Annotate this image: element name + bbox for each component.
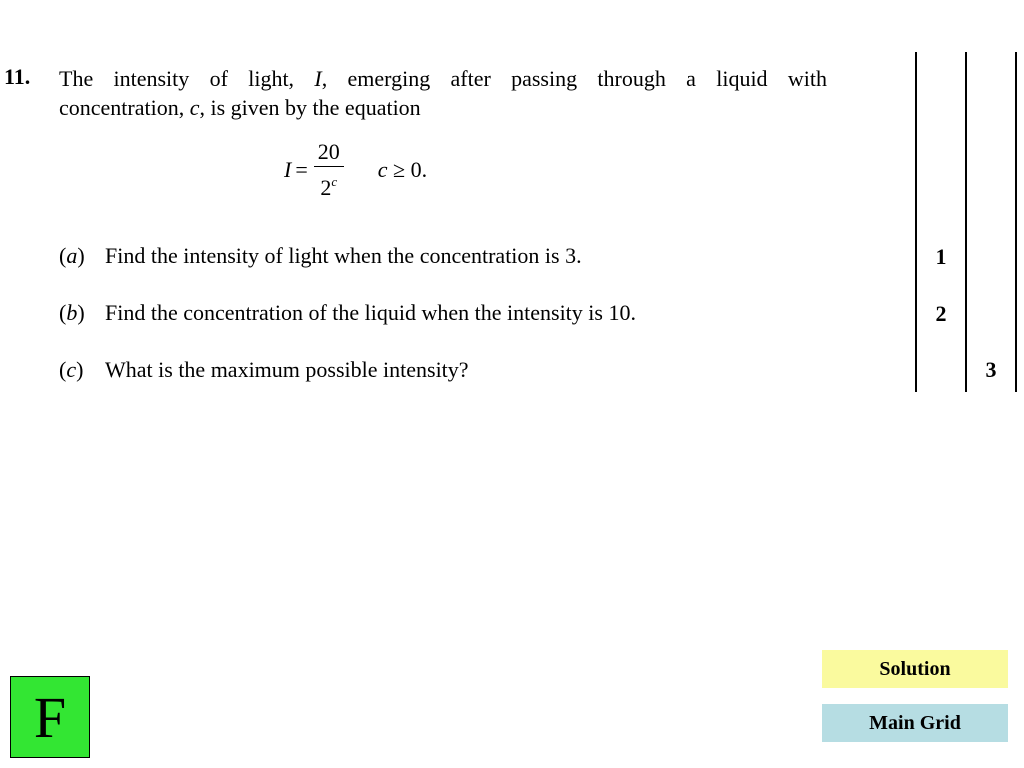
question-number: 11. bbox=[4, 64, 31, 89]
part-c-letter: c bbox=[66, 357, 77, 382]
part-c-open: ( bbox=[59, 357, 67, 382]
part-c-text: What is the maximum possible intensity? bbox=[105, 357, 469, 382]
solution-button[interactable]: Solution bbox=[822, 650, 1008, 688]
part-a bbox=[59, 243, 582, 269]
marks-column-line-2 bbox=[965, 52, 967, 392]
intro-var-c: c bbox=[189, 95, 200, 120]
part-c bbox=[59, 357, 469, 383]
equation-condition bbox=[378, 157, 427, 183]
f-button[interactable]: F bbox=[10, 676, 90, 758]
main-grid-button[interactable]: Main Grid bbox=[822, 704, 1008, 742]
part-c-label bbox=[59, 357, 105, 383]
part-a-close: ) bbox=[77, 243, 85, 268]
intro-line-1 bbox=[59, 64, 827, 93]
fraction-denominator bbox=[320, 167, 337, 201]
fraction-numerator: 20 bbox=[314, 140, 344, 167]
denominator-base: 2 bbox=[320, 174, 332, 200]
intensity-equation bbox=[284, 138, 427, 202]
part-a-label bbox=[59, 243, 105, 269]
intro-line-2 bbox=[59, 93, 827, 122]
question-intro bbox=[59, 64, 827, 122]
part-a-marks: 1 bbox=[935, 244, 947, 269]
condition-rest: ≥ 0. bbox=[387, 157, 428, 182]
intro-text-3: concentration, bbox=[59, 95, 190, 120]
part-b-label bbox=[59, 300, 105, 326]
intro-text-1: The intensity of light, bbox=[59, 66, 315, 91]
part-a-letter: a bbox=[66, 243, 78, 268]
equation-lhs: I bbox=[284, 157, 292, 182]
part-a-open: ( bbox=[59, 243, 67, 268]
equation-fraction bbox=[314, 140, 344, 201]
part-b-text: Find the concentration of the liquid when the intensity is 10. bbox=[105, 300, 636, 325]
intro-text-4: , is given by the equation bbox=[199, 95, 421, 120]
part-c-close: ) bbox=[76, 357, 84, 382]
condition-var: c bbox=[377, 157, 388, 182]
part-b-marks: 2 bbox=[935, 301, 947, 326]
marks-column-line-3 bbox=[1015, 52, 1017, 392]
marks-column-line-1 bbox=[915, 52, 917, 392]
denominator-exponent: c bbox=[331, 173, 338, 189]
part-a-text: Find the intensity of light when the concentration is 3. bbox=[105, 243, 582, 268]
part-b bbox=[59, 300, 636, 326]
part-c-marks: 3 bbox=[985, 357, 997, 382]
intro-text-2: , emerging after passing through a liquid with bbox=[321, 66, 827, 91]
intro-var-i: I bbox=[314, 66, 322, 91]
part-b-letter: b bbox=[66, 300, 78, 325]
part-b-open: ( bbox=[59, 300, 67, 325]
part-b-close: ) bbox=[77, 300, 85, 325]
equation-equals: = bbox=[295, 157, 308, 182]
